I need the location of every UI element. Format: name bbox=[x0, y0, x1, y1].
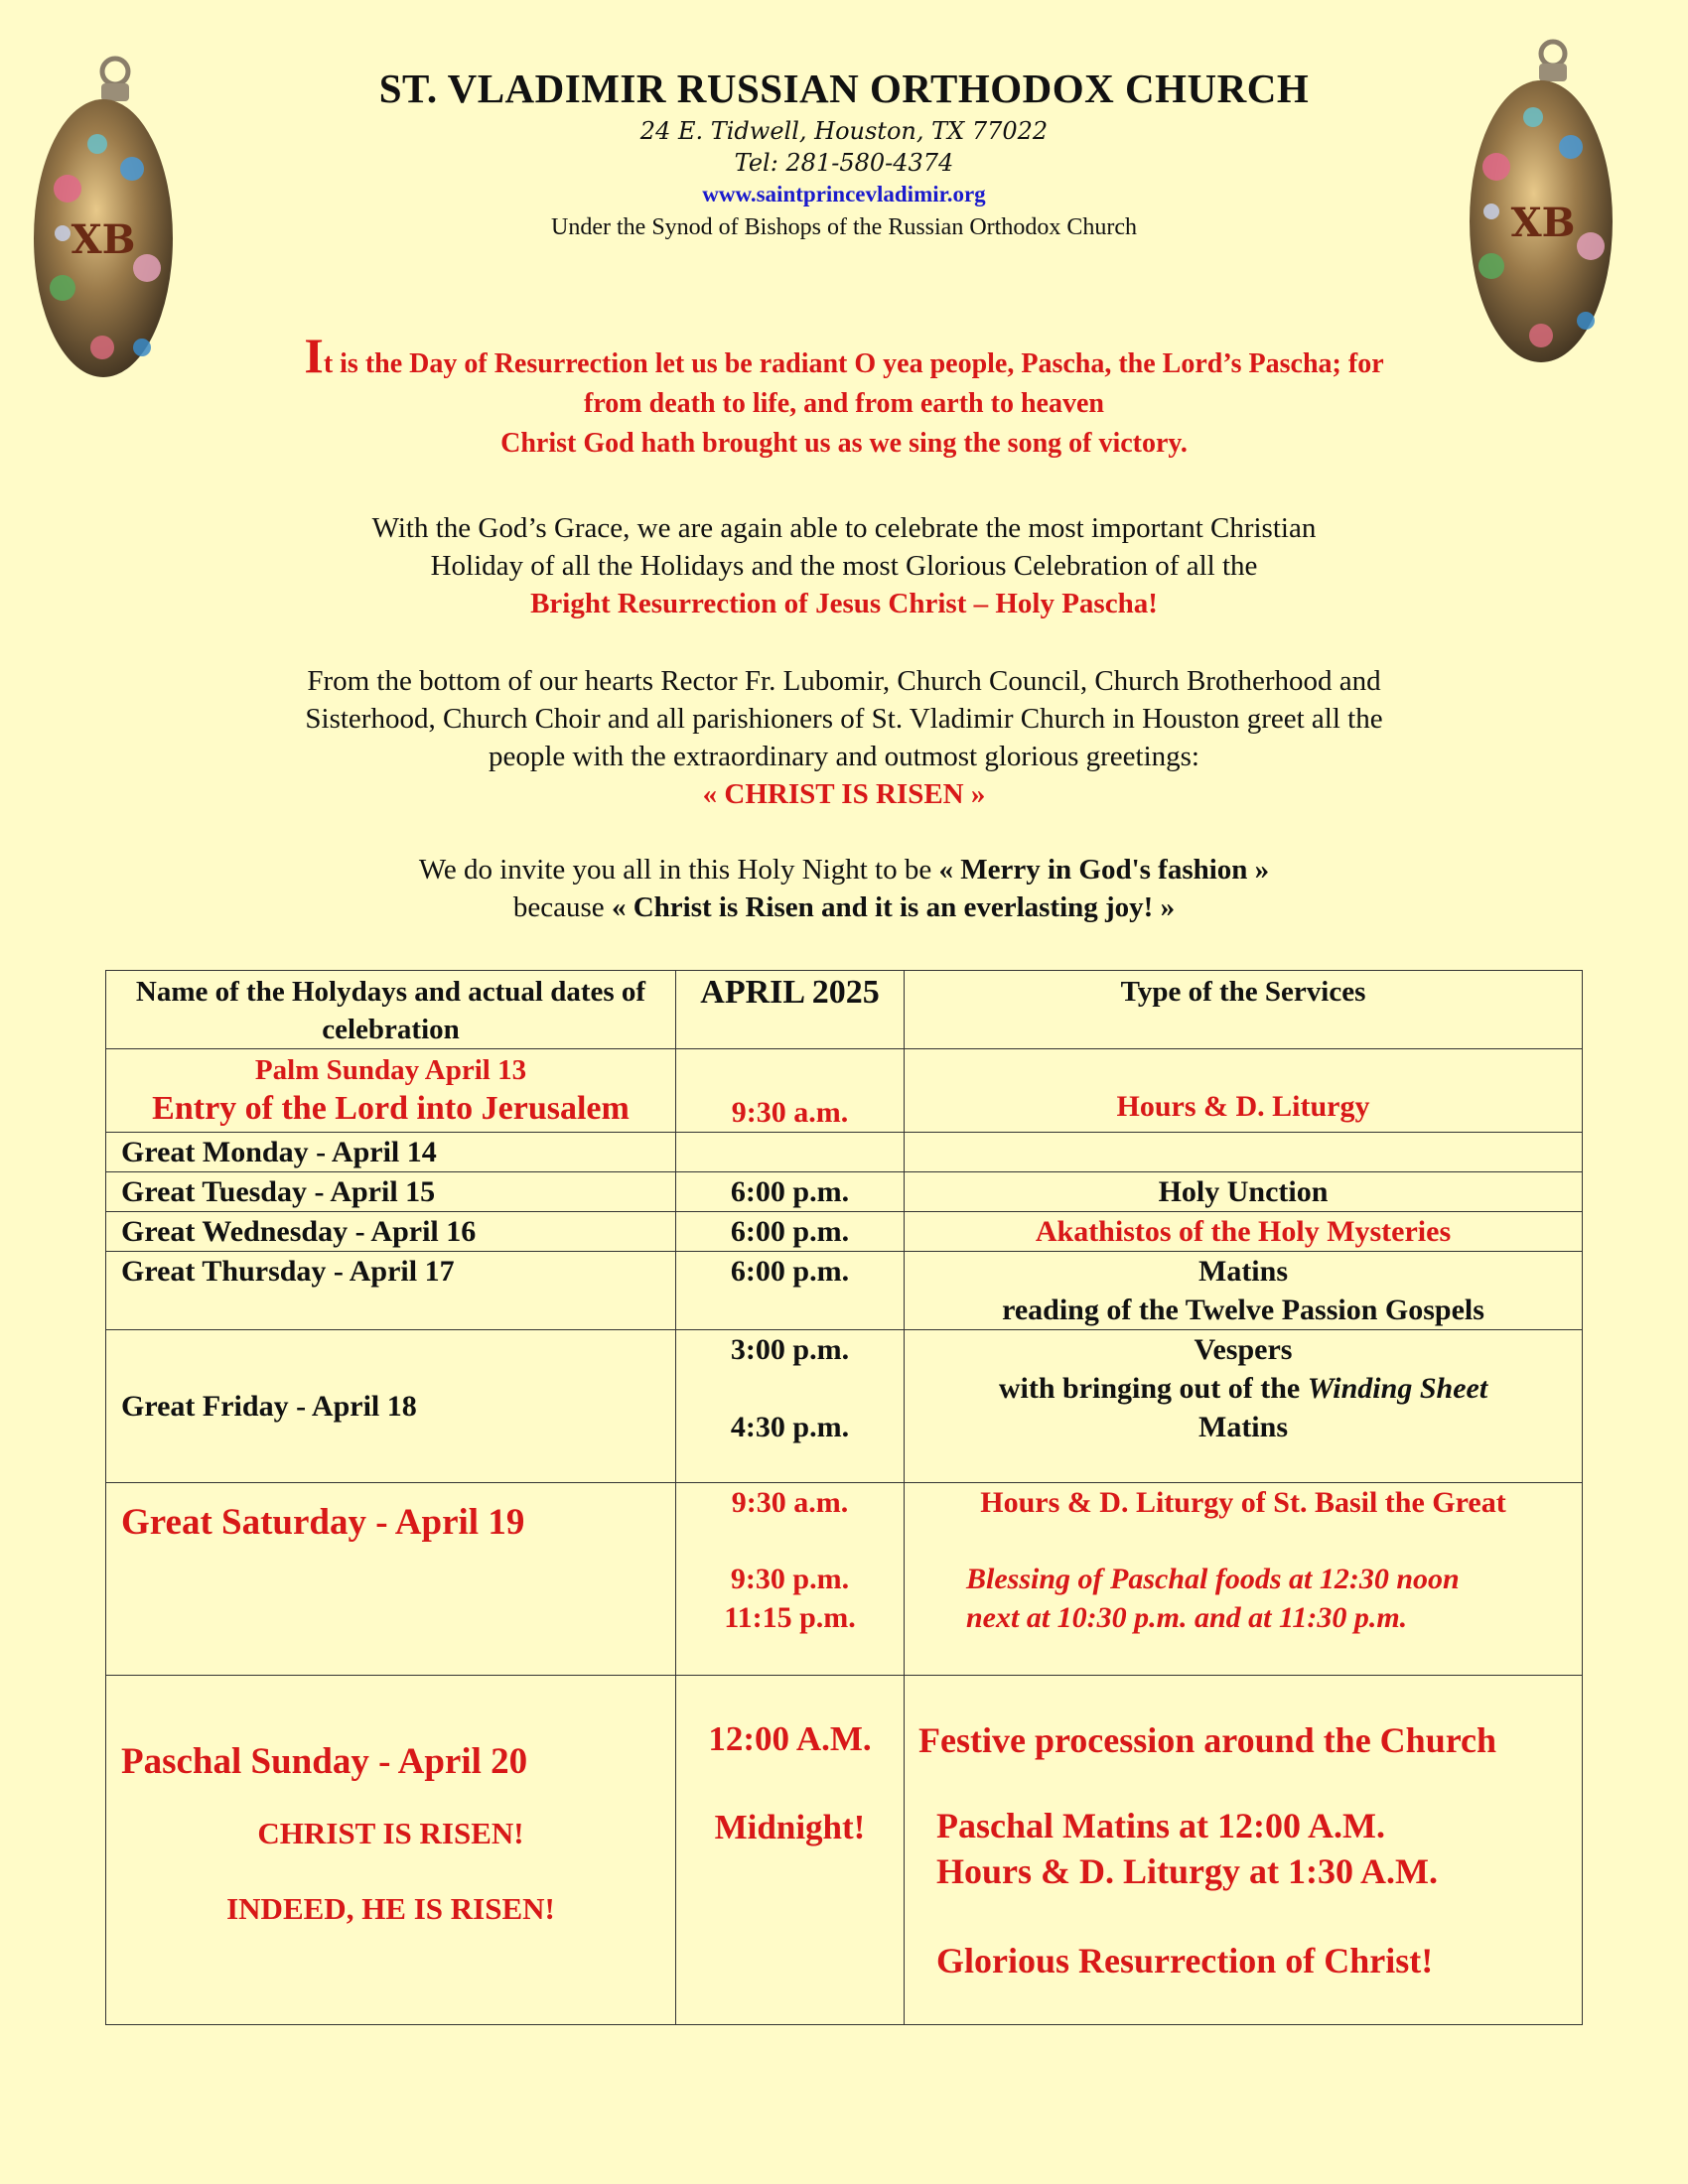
palm-sunday-name: Palm Sunday April 13 bbox=[254, 1054, 527, 1086]
service-line: Paschal Matins at 12:00 A.M. bbox=[936, 1806, 1385, 1845]
table-row bbox=[106, 1483, 1583, 1676]
service-schedule-table bbox=[105, 970, 1583, 2025]
table-row bbox=[106, 1330, 1583, 1483]
time-line: 3:00 p.m. bbox=[730, 1333, 850, 1366]
service-line: reading of the Twelve Passion Gospels bbox=[1002, 1294, 1484, 1326]
svg-text:ХВ: ХВ bbox=[1510, 200, 1576, 246]
christ-is-risen-text: CHRIST IS RISEN! bbox=[257, 1816, 524, 1850]
invite-text: We do invite you all in this Holy Night to be bbox=[418, 854, 939, 886]
synod-line: Under the Synod of Bishops of the Russian Orthodox Church bbox=[551, 214, 1137, 240]
paschal-sunday-services bbox=[905, 1676, 1583, 2025]
great-monday-service bbox=[905, 1133, 1583, 1172]
table-row bbox=[106, 1049, 1583, 1133]
intro-line: Holiday of all the Holidays and the most Glorious Celebration of all the bbox=[430, 550, 1258, 582]
palm-sunday-cell bbox=[106, 1049, 676, 1133]
great-tuesday-service: Holy Unction bbox=[905, 1172, 1583, 1212]
great-monday-time bbox=[676, 1133, 905, 1172]
great-thursday-name: Great Thursday - April 17 bbox=[106, 1252, 676, 1330]
invite-paragraph bbox=[119, 851, 1569, 926]
great-saturday-times bbox=[676, 1483, 905, 1676]
palm-sunday-service: Hours & D. Liturgy bbox=[905, 1049, 1583, 1133]
great-wednesday-service: Akathistos of the Holy Mysteries bbox=[905, 1212, 1583, 1252]
church-header bbox=[238, 62, 1450, 244]
time-line: 9:30 a.m. bbox=[731, 1486, 849, 1519]
time-line: 9:30 p.m. bbox=[730, 1563, 850, 1595]
paschal-sunday-times bbox=[676, 1676, 905, 2025]
greeting-line: people with the extraordinary and outmost glorious greetings: bbox=[489, 741, 1199, 772]
great-friday-times bbox=[676, 1330, 905, 1483]
invite-text: because bbox=[512, 891, 612, 923]
church-website-link[interactable]: www.saintprincevladimir.org bbox=[702, 182, 986, 206]
great-wednesday-time: 6:00 p.m. bbox=[676, 1212, 905, 1252]
great-thursday-time: 6:00 p.m. bbox=[676, 1252, 905, 1330]
great-tuesday-name: Great Tuesday - April 15 bbox=[106, 1172, 676, 1212]
time-line: 12:00 A.M. bbox=[708, 1719, 872, 1758]
palm-sunday-time: 9:30 a.m. bbox=[676, 1049, 905, 1133]
great-thursday-services bbox=[905, 1252, 1583, 1330]
time-line: 4:30 p.m. bbox=[730, 1411, 850, 1443]
great-friday-services bbox=[905, 1330, 1583, 1483]
table-row bbox=[106, 1212, 1583, 1252]
invite-emphasis: « Christ is Risen and it is an everlasting joy! » bbox=[611, 891, 1176, 923]
great-saturday-services bbox=[905, 1483, 1583, 1676]
christ-is-risen-greeting: « CHRIST IS RISEN » bbox=[702, 778, 986, 810]
great-saturday-name: Great Saturday - April 19 bbox=[106, 1483, 676, 1676]
faberge-egg-icon bbox=[28, 50, 177, 377]
time-line: 11:15 p.m. bbox=[724, 1601, 856, 1634]
time-line: Midnight! bbox=[714, 1808, 866, 1846]
service-line: Blessing of Paschal foods at 12:30 noon bbox=[966, 1563, 1460, 1595]
church-address: 24 E. Tidwell, Houston, TX 77022 bbox=[639, 117, 1049, 145]
service-line: Festive procession around the Church bbox=[918, 1720, 1497, 1760]
church-phone: Tel: 281-580-4374 bbox=[734, 149, 954, 177]
table-row bbox=[106, 1252, 1583, 1330]
great-monday-name: Great Monday - April 14 bbox=[106, 1133, 676, 1172]
paschal-sunday-cell bbox=[106, 1676, 676, 2025]
greeting-line: Sisterhood, Church Choir and all parishioners of St. Vladimir Church in Houston greet all the bbox=[305, 703, 1383, 735]
service-line: Matins bbox=[1198, 1411, 1288, 1443]
service-line: with bringing out of the bbox=[998, 1372, 1308, 1405]
service-line: Matins bbox=[1198, 1255, 1288, 1288]
intro-highlight: Bright Resurrection of Jesus Christ – Holy Pascha! bbox=[530, 588, 1158, 619]
intro-line: With the God’s Grace, we are again able to celebrate the most important Christian bbox=[371, 512, 1317, 544]
service-emphasis: Winding Sheet bbox=[1307, 1372, 1488, 1405]
paschal-sunday-name: Paschal Sunday - April 20 bbox=[121, 1741, 528, 1782]
palm-sunday-feast: Entry of the Lord into Jerusalem bbox=[152, 1090, 630, 1127]
hymn-dropcap: I bbox=[304, 328, 324, 383]
service-line: Hours & D. Liturgy of St. Basil the Great bbox=[980, 1486, 1506, 1519]
great-friday-name: Great Friday - April 18 bbox=[106, 1330, 676, 1483]
service-line: next at 10:30 p.m. and at 11:30 p.m. bbox=[966, 1601, 1408, 1634]
hymn-line: Christ God hath brought us as we sing the song of victory. bbox=[500, 428, 1188, 459]
indeed-he-is-risen-text: INDEED, HE IS RISEN! bbox=[226, 1891, 555, 1926]
service-line: Glorious Resurrection of Christ! bbox=[936, 1941, 1434, 1980]
service-line: Hours & D. Liturgy at 1:30 A.M. bbox=[936, 1851, 1438, 1891]
header-services: Type of the Services bbox=[905, 971, 1583, 1049]
greeting-line: From the bottom of our hearts Rector Fr. Lubomir, Church Council, Church Brotherhood and bbox=[307, 665, 1381, 697]
invite-emphasis: « Merry in God's fashion » bbox=[938, 854, 1270, 886]
intro-paragraph bbox=[119, 509, 1569, 622]
faberge-egg-icon bbox=[1462, 38, 1620, 365]
hymn-line: t is the Day of Resurrection let us be radiant O yea people, Pascha, the Lord’s Pascha; for bbox=[323, 348, 1384, 379]
service-line: Vespers bbox=[1194, 1333, 1293, 1366]
header-month: APRIL 2025 bbox=[676, 971, 905, 1049]
paschal-hymn bbox=[199, 328, 1489, 464]
great-tuesday-time: 6:00 p.m. bbox=[676, 1172, 905, 1212]
church-name: ST. VLADIMIR RUSSIAN ORTHODOX CHURCH bbox=[378, 66, 1310, 111]
great-wednesday-name: Great Wednesday - April 16 bbox=[106, 1212, 676, 1252]
table-row bbox=[106, 1676, 1583, 2025]
table-header-row bbox=[106, 971, 1583, 1049]
table-row bbox=[106, 1133, 1583, 1172]
hymn-line: from death to life, and from earth to heaven bbox=[584, 388, 1104, 419]
header-holidays: Name of the Holydays and actual dates of celebration bbox=[106, 971, 676, 1049]
table-row bbox=[106, 1172, 1583, 1212]
greeting-paragraph bbox=[119, 662, 1569, 813]
svg-text:ХВ: ХВ bbox=[70, 216, 136, 263]
